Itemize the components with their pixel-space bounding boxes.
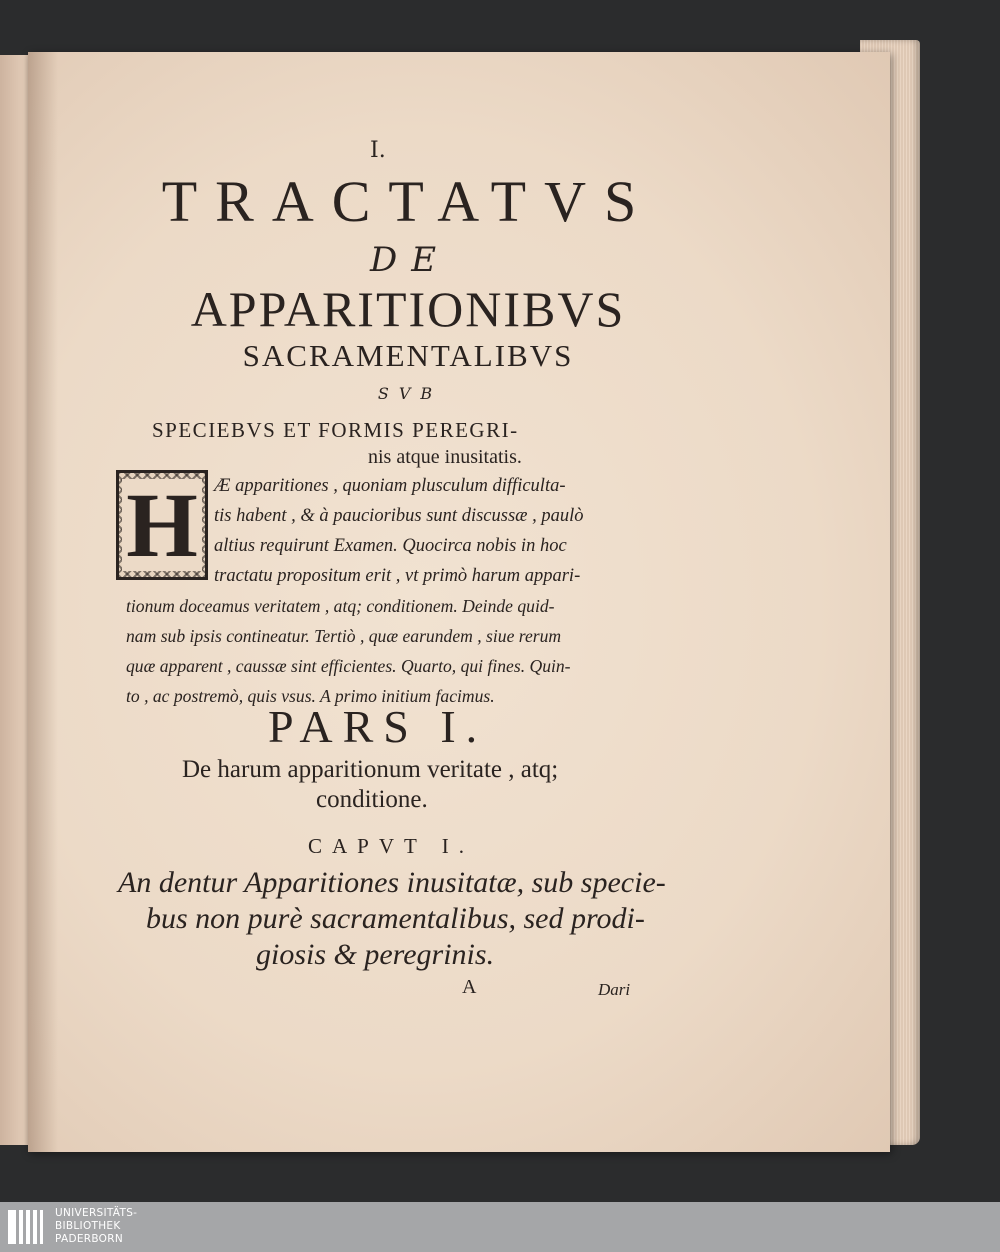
caput-title-line-3: giosis & peregrinis. xyxy=(256,938,495,971)
library-logo-text xyxy=(55,1207,137,1246)
signature-mark: A xyxy=(462,976,477,998)
caput-heading: CAPVT I. xyxy=(308,834,474,858)
body-line-2: tis habent , & à paucioribus sunt discussæ , paulò xyxy=(214,506,584,526)
decorated-initial xyxy=(116,470,208,580)
body-line-5: tionum doceamus veritatem , atq; conditionem. Deinde quid- xyxy=(126,596,555,616)
caput-title-line-1: An dentur Apparitiones inusitatæ, sub specie- xyxy=(118,866,666,899)
title-line-3: APPARITIONIBVS xyxy=(190,281,626,337)
body-line-6: nam sub ipsis contineatur. Tertiò , quæ earundem , siue rerum xyxy=(126,626,562,646)
logo-line-1: UNIVERSITÄTS- xyxy=(55,1207,138,1219)
page-gutter xyxy=(28,52,58,1152)
caput-title-line-2: bus non purè sacramentalibus, sed prodi- xyxy=(146,902,645,935)
title-line-2: DE xyxy=(369,240,451,280)
footer-bar xyxy=(0,1202,1000,1252)
catchword: Dari xyxy=(598,980,631,999)
body-line-4: tractatu propositum erit , vt primò harum appari- xyxy=(214,566,581,586)
title-line-1: TRACTATVS xyxy=(161,169,655,234)
body-line-8: to , ac postremò, quis vsus. A primo initium facimus. xyxy=(126,686,495,706)
initial-letter: H xyxy=(122,479,202,571)
pars-subtitle-line-1: De harum apparitionum veritate , atq; xyxy=(182,756,559,783)
body-line-7: quæ apparent , caussæ sint efficientes. Quarto, qui fines. Quin- xyxy=(126,656,571,676)
body-line-1: Æ apparitiones , quoniam plusculum difficulta- xyxy=(214,476,566,496)
pars-subtitle-line-2: conditione. xyxy=(316,786,428,813)
logo-line-2: BIBLIOTHEK xyxy=(55,1220,121,1232)
title-line-5: SVB xyxy=(377,384,443,403)
title-line-4: SACRAMENTALIBVS xyxy=(242,338,574,373)
pars-heading: PARS I. xyxy=(268,701,488,752)
title-line-6: SPECIEBVS ET FORMIS PEREGRI- xyxy=(152,418,519,442)
logo-line-3: PADERBORN xyxy=(55,1233,123,1245)
university-library-logo-icon xyxy=(4,1206,46,1248)
body-line-3: altius requirunt Examen. Quocirca nobis in hoc xyxy=(214,536,567,556)
folio-number: I. xyxy=(370,138,386,163)
title-line-7: nis atque inusitatis. xyxy=(368,446,522,468)
